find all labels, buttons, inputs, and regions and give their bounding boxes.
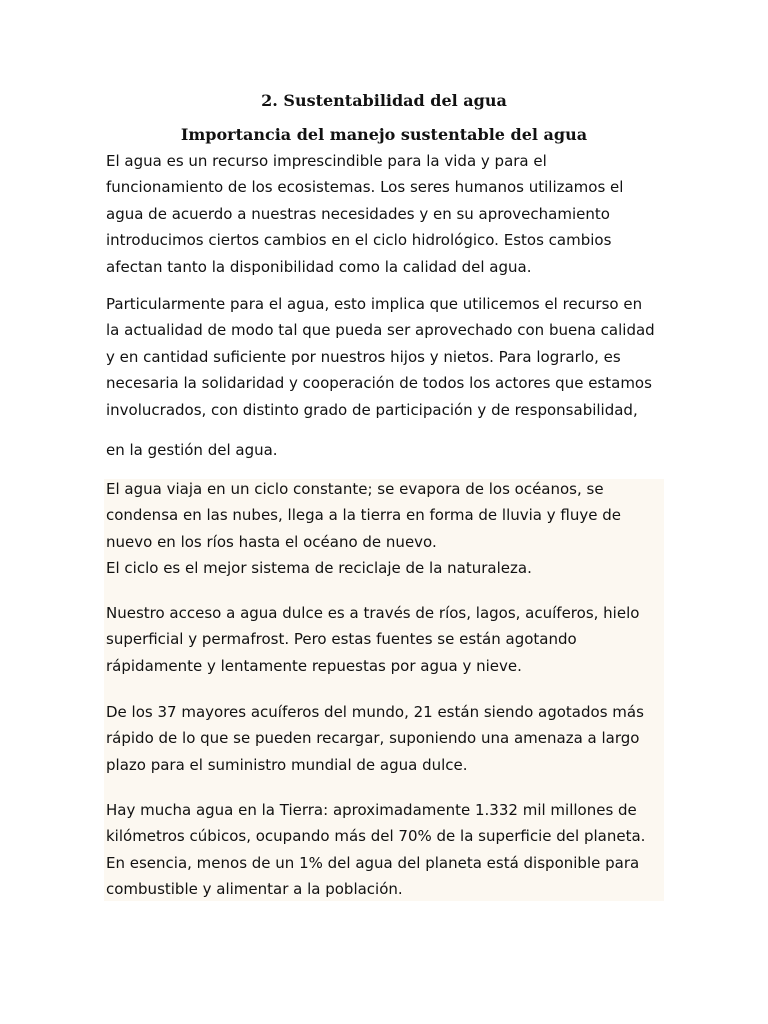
text-line: El agua es un recurso imprescindible para la vida y para el [106, 152, 547, 170]
paragraph-1 [106, 148, 666, 280]
highlighted-paragraph-1 [106, 476, 666, 582]
text-line: combustible y alimentar a la población. [106, 880, 403, 899]
text-line: funcionamiento de los ecosistemas. Los seres humanos utilizamos el [106, 178, 624, 197]
section-title: 2. Sustentabilidad del agua [261, 91, 507, 110]
highlighted-paragraph-3 [106, 699, 666, 778]
text-line: De los 37 mayores acuíferos del mundo, 21 están siendo agotados más [106, 703, 644, 721]
text-line: rápidamente y lentamente repuestas por agua y nieve. [106, 656, 522, 675]
text-line: afectan tanto la disponibilidad como la calidad del agua. [106, 257, 532, 276]
text-line: rápido de lo que se pueden recargar, suponiendo una amenaza a largo [106, 729, 640, 748]
text-line: involucrados, con distinto grado de participación y de responsabilidad, [106, 400, 638, 419]
text-line: en la gestión del agua. [106, 441, 278, 459]
text-line: plazo para el suministro mundial de agua dulce. [106, 755, 468, 774]
highlighted-paragraph-2 [106, 600, 666, 679]
text-line: y en cantidad suficiente por nuestros hijos y nietos. Para lograrlo, es [106, 347, 621, 366]
text-line: introducimos ciertos cambios en el ciclo hidrológico. Estos cambios [106, 231, 612, 250]
paragraph-3 [106, 437, 666, 463]
text-line: El ciclo es el mejor sistema de reciclaje de la naturaleza. [106, 559, 532, 578]
highlighted-paragraph-4 [106, 797, 666, 903]
text-line: superficial y permafrost. Pero estas fuentes se están agotando [106, 630, 577, 649]
text-line: kilómetros cúbicos, ocupando más del 70% de la superficie del planeta. [106, 827, 646, 846]
text-line: Particularmente para el agua, esto implica que utilicemos el recurso en [106, 295, 643, 313]
text-line: agua de acuerdo a nuestras necesidades y en su aprovechamiento [106, 204, 610, 223]
text-line: Hay mucha agua en la Tierra: aproximadamente 1.332 mil millones de [106, 801, 637, 819]
section-subtitle: Importancia del manejo sustentable del agua [180, 125, 588, 144]
text-line: la actualidad de modo tal que pueda ser aprovechado con buena calidad [106, 321, 655, 340]
text-line: necesaria la solidaridad y cooperación de todos los actores que estamos [106, 374, 652, 393]
text-line: condensa en las nubes, llega a la tierra en forma de lluvia y fluye de [106, 506, 621, 525]
text-line: nuevo en los ríos hasta el océano de nuevo. [106, 532, 437, 551]
text-line: El agua viaja en un ciclo constante; se evapora de los océanos, se [106, 480, 604, 498]
text-line: En esencia, menos de un 1% del agua del planeta está disponible para [106, 853, 640, 872]
paragraph-2 [106, 291, 666, 423]
text-line: Nuestro acceso a agua dulce es a través de ríos, lagos, acuíferos, hielo [106, 604, 640, 622]
